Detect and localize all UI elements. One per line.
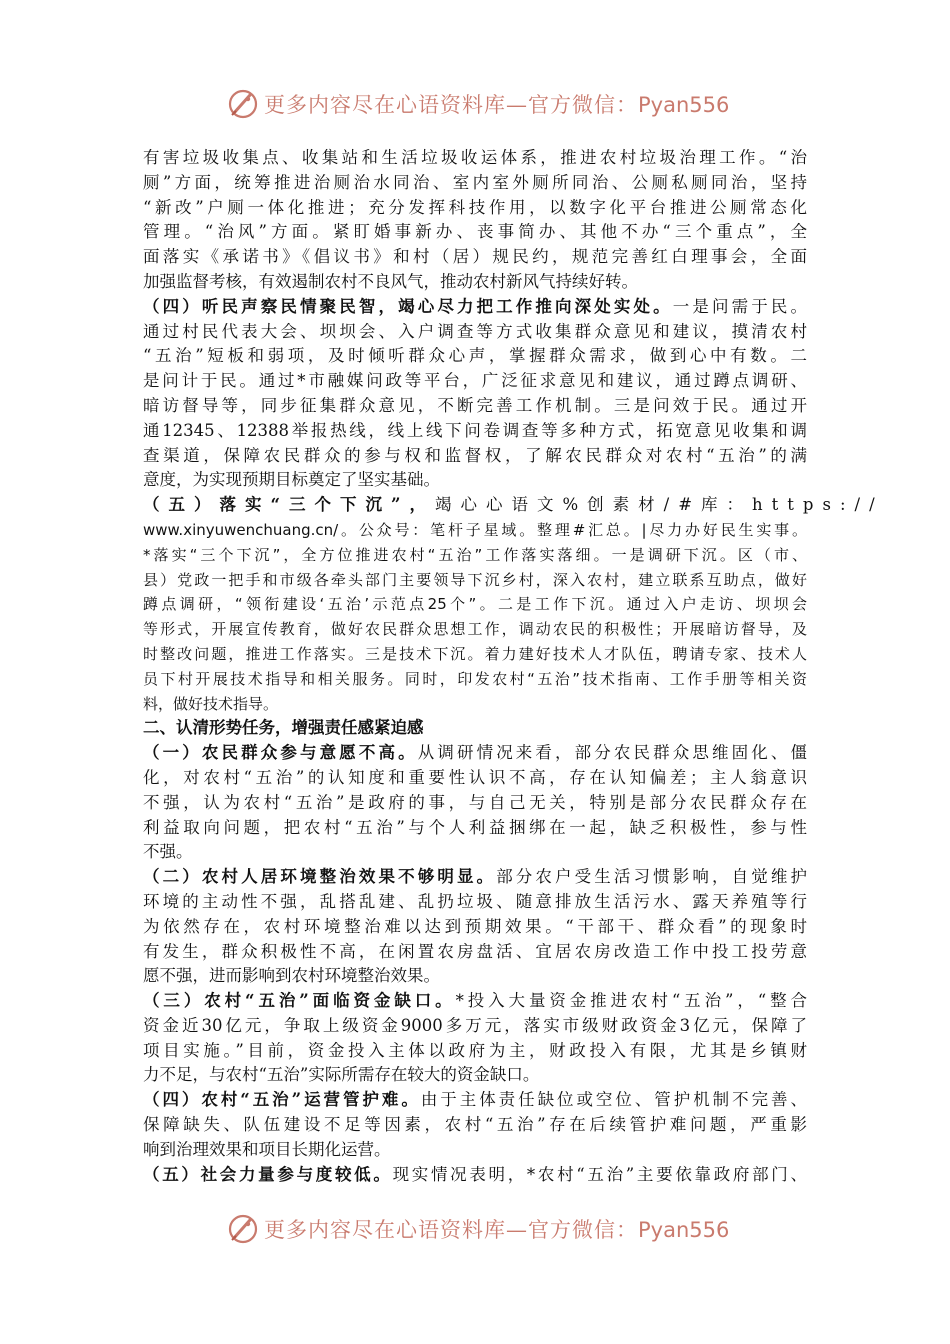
text-line: 蹲点调研，“领衔建设‘五治’示范点25个”。二是工作下沉。通过入户走访、坝坝会 (143, 595, 807, 614)
chapter-heading: 二、认清形势任务，增强责任感紧迫感 (143, 718, 424, 738)
section-paragraph-start: （一）农民群众参与意愿不高。从调研情况来看，部分农民群众思维固化、僵 (143, 743, 808, 763)
text-line: 环境的主动性不强，乱搭乱建、乱扔垃圾、随意排放生活污水、露天养殖等行 (143, 891, 807, 911)
text-line: 面落实《承诺书》《倡议书》和村（居）规民约，规范完善红白理事会，全面 (143, 247, 807, 267)
text-line: *落实“三个下沉”，全方位推进农村“五治”工作落实落细。一是调研下沉。区（市、 (143, 545, 807, 564)
text-line: 厕”方面，统筹推进治厕治水同治、室内室外厕所同治、公厕私厕同治，坚持 (143, 172, 807, 192)
text-line: 管理。“治风”方面。紧盯婚事新办、丧事简办、其他不办“三个重点”，全 (143, 222, 807, 242)
text-line: 不强。 (143, 842, 193, 862)
text-line: 时整改问题，推进工作落实。三是技术下沉。着力建好技术人才队伍，聘请专家、技术人 (143, 644, 807, 663)
text-line: “五治”短板和弱项，及时倾听群众心声，掌握群众需求，做到心中有数。二 (143, 346, 807, 366)
section-heading: （五）落实“三个下沉”， (143, 495, 435, 515)
text-line: 愿不强，进而影响到农村环境整治效果。 (143, 966, 440, 986)
watermark-banner-bottom (226, 1209, 746, 1249)
article-body (143, 146, 884, 1187)
section-heading: （四）听民声察民情聚民智，竭心尽力把工作推向深处实处。 (143, 296, 673, 316)
text-line: 料，做好技术指导。 (143, 694, 279, 713)
text-line: 有害垃圾收集点、收集站和生活垃圾收运体系，推进农村垃圾治理工作。“治 (143, 148, 807, 167)
text-line: 响到治理效果和项目长期化运营。 (143, 1139, 391, 1159)
banner-bottom-handle: Pyan556 (638, 1218, 730, 1242)
text-line: 利益取向问题，把农村“五治”与个人利益捆绑在一起，缺乏积极性，参与性 (143, 817, 807, 837)
banner-bottom-text: 更多内容尽在心语资料库—官方微信： (264, 1218, 638, 1242)
text-line: www.xinyuwenchuang.cn/。公众号：笔杆子星域。整理#汇总。|尽力办好民生实事。 (143, 520, 807, 539)
text-line: 不强，认为农村“五治”是政府的事，与自己无关，特别是部分农民群众存在 (143, 792, 807, 812)
text-line: 员下村开展技术指导和相关服务。同时，印发农村“五治”技术指南、工作手册等相关资 (143, 669, 807, 688)
section-heading: （四）农村“五治”运营管护难。 (143, 1090, 421, 1110)
text-line: 意度，为实现预期目标奠定了坚实基础。 (143, 470, 440, 490)
text-line: 是问计于民。通过*市融媒问政等平台，广泛征求意见和建议，通过蹲点调研、 (143, 371, 807, 391)
section-heading: （五）社会力量参与度较低。 (143, 1164, 393, 1184)
section-paragraph-start: （五）社会力量参与度较低。现实情况表明，*农村“五治”主要依靠政府部门、 (143, 1164, 808, 1184)
pen-logo-icon (226, 87, 260, 121)
section-paragraph-start: （四）农村“五治”运营管护难。由于主体责任缺位或空位、管护机制不完善、 (143, 1090, 807, 1110)
text-line: 为依然存在，农村环境整治难以达到预期效果。“干部干、群众看”的现象时 (143, 916, 807, 936)
text-line: 查渠道，保障农民群众的参与权和监督权，了解农民群众对农村“五治”的满 (143, 445, 807, 465)
text-line: 加强监督考核，有效遏制农村不良风气，推动农村新风气持续好转。 (143, 271, 638, 291)
text-line: “新改”户厕一体化推进；充分发挥科技作用，以数字化平台推进公厕常态化 (143, 197, 807, 217)
watermark-banner-top (226, 84, 746, 124)
section-paragraph-start: （三）农村“五治”面临资金缺口。*投入大量资金推进农村“五治”，“整合 (143, 991, 808, 1011)
text-line: 暗访督导等，同步征集群众意见，不断完善工作机制。三是问效于民。通过开 (143, 395, 807, 415)
pen-logo-icon (226, 1212, 260, 1246)
section-paragraph-start: （五）落实“三个下沉”，竭心心语文%创素材/#库：https:// (143, 495, 884, 515)
section-paragraph-start: （四）听民声察民情聚民智，竭心尽力把工作推向深处实处。一是问需于民。 (143, 296, 808, 316)
text-line: 通过村民代表大会、坝坝会、入户调查等方式收集群众意见和建议，摸清农村 (143, 321, 807, 341)
text-line: 有发生，群众积极性不高，在闲置农房盘活、宜居农房改造工作中投工投劳意 (143, 941, 807, 961)
section-heading: （二）农村人居环境整治效果不够明显。 (143, 867, 497, 887)
banner-top-text: 更多内容尽在心语资料库—官方微信： (264, 93, 638, 117)
text-line: 通12345、12388举报热线，线上线下问卷调查等多种方式，拓宽意见收集和调 (143, 420, 807, 440)
text-line: 项目实施。”目前，资金投入主体以政府为主，财政投入有限，尤其是乡镇财 (143, 1040, 807, 1060)
text-line: 资金近30亿元，争取上级资金9000多万元，落实市级财政资金3亿元，保障了 (143, 1015, 807, 1035)
text-line: 化，对农村“五治”的认知度和重要性认识不高，存在认知偏差；主人翁意识 (143, 767, 807, 787)
text-line: 保障缺失、队伍建设不足等因素，农村“五治”存在后续管护难问题，严重影 (143, 1115, 807, 1135)
section-heading: （一）农民群众参与意愿不高。 (143, 743, 418, 763)
banner-top-handle: Pyan556 (638, 93, 730, 117)
text-line: 县）党政一把手和市级各牵头部门主要领导下沉乡村，深入农村，建立联系互助点，做好 (143, 570, 807, 589)
section-heading: （三）农村“五治”面临资金缺口。 (143, 991, 456, 1011)
text-line: 等形式，开展宣传教育，做好农民群众思想工作，调动农民的积极性；开展暗访督导，及 (143, 620, 807, 639)
section-paragraph-start: （二）农村人居环境整治效果不够明显。部分农户受生活习惯影响，自觉维护 (143, 867, 808, 887)
text-line: 力不足，与农村“五治”实际所需存在较大的资金缺口。 (143, 1065, 540, 1085)
